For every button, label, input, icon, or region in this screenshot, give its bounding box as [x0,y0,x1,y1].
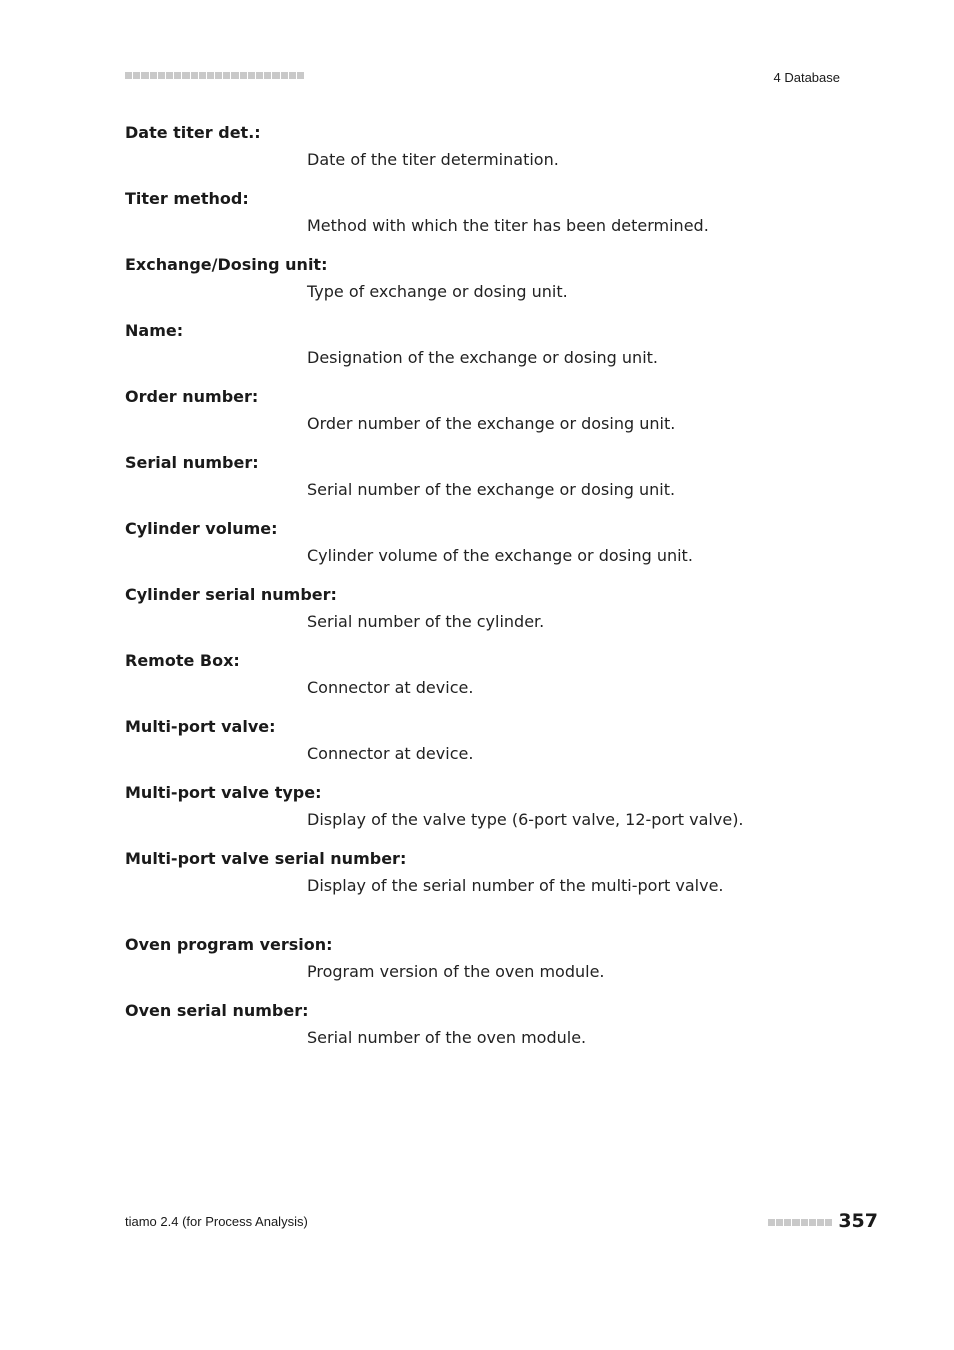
definition-description: Display of the valve type (6-port valve, 12-port valve). [307,810,744,829]
definition-description: Date of the titer determination. [307,150,559,169]
definition-term: Cylinder serial number: [125,585,337,604]
definition-description: Method with which the titer has been determined. [307,216,709,235]
definition-description: Serial number of the oven module. [307,1028,587,1047]
definition-entry [125,122,845,170]
definition-term: Multi-port valve: [125,717,276,736]
definition-term: Multi-port valve serial number: [125,849,407,868]
definition-term: Titer method: [125,189,249,208]
footer-page-marker [768,1210,878,1232]
definition-term: Multi-port valve type: [125,783,322,802]
page-number: 357 [838,1210,878,1232]
definition-term: Exchange/Dosing unit: [125,255,328,274]
definition-term: Oven program version: [125,935,333,954]
definition-entry [125,188,845,236]
definition-description: Connector at device. [307,678,474,697]
header-section-title: 4 Database [773,70,840,85]
definition-description: Type of exchange or dosing unit. [307,282,568,301]
footer-decoration [768,1219,833,1226]
definition-entry [125,934,845,982]
definition-entry [125,254,845,302]
definition-term: Serial number: [125,453,259,472]
definition-entry [125,650,845,698]
definition-term: Cylinder volume: [125,519,278,538]
definition-description: Cylinder volume of the exchange or dosing unit. [307,546,693,565]
definition-term: Date titer det.: [125,123,261,142]
definition-list [125,122,845,1048]
definition-term: Oven serial number: [125,1001,309,1020]
definition-description: Serial number of the exchange or dosing unit. [307,480,676,499]
definition-term: Remote Box: [125,651,240,670]
definition-entry [125,782,845,830]
definition-entry [125,386,845,434]
definition-description: Connector at device. [307,744,474,763]
definition-entry [125,1000,845,1048]
definition-entry [125,584,845,632]
definition-entry [125,452,845,500]
definition-description: Order number of the exchange or dosing unit. [307,414,676,433]
definition-entry [125,716,845,764]
header-decoration [125,72,304,79]
definition-description: Program version of the oven module. [307,962,605,981]
definition-term: Name: [125,321,184,340]
definition-term: Order number: [125,387,259,406]
definition-description: Serial number of the cylinder. [307,612,545,631]
definition-entry [125,320,845,368]
definition-description: Display of the serial number of the multi-port valve. [307,876,724,895]
definition-entry [125,518,845,566]
footer-product-name: tiamo 2.4 (for Process Analysis) [125,1214,308,1229]
definition-entry [125,848,845,896]
definition-description: Designation of the exchange or dosing unit. [307,348,658,367]
